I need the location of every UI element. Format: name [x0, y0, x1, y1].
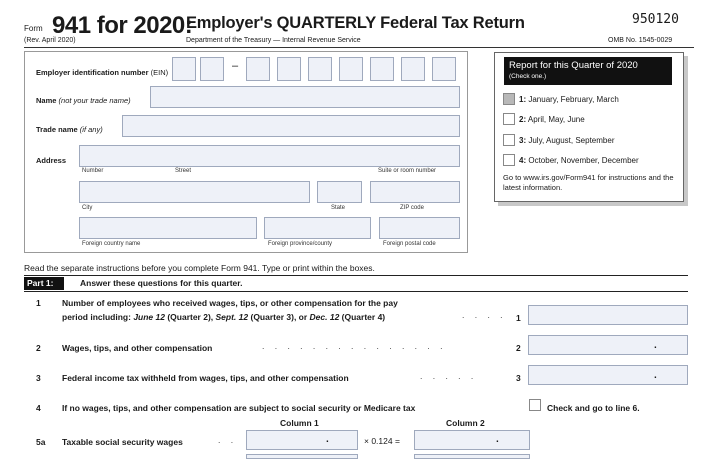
line-2-decimal: . — [654, 340, 657, 351]
quarter-title: Report for this Quarter of 2020 — [509, 60, 638, 71]
form-instructions: Read the separate instructions before you complete Form 941. Type or print within the boxes. — [24, 263, 375, 273]
line-5a-column-2-field[interactable] — [414, 430, 530, 450]
address-street-field[interactable] — [79, 145, 460, 167]
ein-digit-5[interactable] — [308, 57, 332, 81]
line-5a-column-2-decimal: . — [496, 434, 499, 445]
line-2-number: 2 — [36, 343, 41, 353]
form-code: 950120 — [632, 12, 679, 27]
line-4-checkbox[interactable] — [529, 399, 541, 411]
foreign-province-field[interactable] — [264, 217, 371, 239]
line-5a-column-1-field[interactable] — [246, 430, 358, 450]
form-title: Employer's QUARTERLY Federal Tax Return — [186, 14, 525, 32]
line-2-box-number: 2 — [516, 343, 521, 353]
suite-caption: Suite or room number — [378, 168, 437, 174]
quarter-2-checkbox[interactable] — [503, 113, 515, 125]
line-3-text: Federal income tax withheld from wages, tips, and other compensation — [62, 373, 349, 383]
line-4-number: 4 — [36, 403, 41, 413]
line-5a-dots: . . — [218, 435, 238, 445]
line-3-income-tax-field[interactable] — [528, 365, 688, 385]
ein-digit-9[interactable] — [432, 57, 456, 81]
line-3-number: 3 — [36, 373, 41, 383]
line-2-wages-field[interactable] — [528, 335, 688, 355]
line-1-number: 1 — [36, 298, 41, 308]
quarter-box-header — [504, 57, 672, 85]
part1-bottom-rule — [24, 291, 688, 292]
number-caption: Number — [82, 168, 104, 174]
line-5b-column-1-field[interactable] — [246, 454, 358, 459]
address-label: Address — [36, 156, 67, 165]
line-4-check-text: Check and go to line 6. — [547, 403, 640, 413]
foreign-country-field[interactable] — [79, 217, 257, 239]
quarter-3-label: 3: July, August, September — [519, 136, 615, 145]
trade-name-label: Trade name (if any) — [36, 125, 103, 134]
name-field[interactable] — [150, 86, 460, 108]
street-caption: Street — [175, 168, 192, 174]
ein-digit-1[interactable] — [172, 57, 196, 81]
line-1-text: Number of employees who received wages, tips, or other compensation for the pay — [62, 298, 398, 308]
quarter-1-label: 1: January, February, March — [519, 95, 619, 104]
name-label: Name (not your trade name) — [36, 96, 131, 105]
quarter-2-label: 2: April, May, June — [519, 115, 585, 124]
column-2-header: Column 2 — [446, 418, 485, 428]
part1-title: Answer these questions for this quarter. — [80, 278, 243, 288]
quarter-4-checkbox[interactable] — [503, 154, 515, 166]
ein-digit-7[interactable] — [370, 57, 394, 81]
line-2-text: Wages, tips, and other compensation — [62, 343, 213, 353]
line-1-text-continued: period including: June 12 (Quarter 2), Sept. 12 (Quarter 3), or Dec. 12 (Quarter 4) — [62, 312, 386, 322]
line-3-box-number: 3 — [516, 373, 521, 383]
ein-digit-3[interactable] — [246, 57, 270, 81]
line-5a-column-1-decimal: . — [326, 434, 329, 445]
foreign-postal-caption: Foreign postal code — [383, 241, 436, 247]
zip-field[interactable] — [370, 181, 460, 203]
quarter-1-checkbox[interactable] — [503, 93, 515, 105]
trade-name-field[interactable] — [122, 115, 460, 137]
ein-digit-4[interactable] — [277, 57, 301, 81]
state-caption: State — [331, 205, 346, 211]
line-1-employee-count-field[interactable] — [528, 305, 688, 325]
column-1-header: Column 1 — [280, 418, 319, 428]
zip-caption: ZIP code — [400, 205, 424, 211]
quarter-3-checkbox[interactable] — [503, 134, 515, 146]
line-3-dots: . . . . . — [420, 371, 478, 381]
city-field[interactable] — [79, 181, 310, 203]
city-caption: City — [82, 205, 93, 211]
form-number: 941 for 2020: — [52, 12, 193, 39]
header-divider — [24, 47, 694, 48]
foreign-province-caption: Foreign province/county — [268, 241, 333, 247]
form-revision: (Rev. April 2020) — [24, 37, 76, 44]
line-5a-text: Taxable social security wages — [62, 437, 183, 447]
line-1-dots: . . . . — [462, 310, 507, 320]
line-5a-number: 5a — [36, 437, 46, 447]
foreign-country-caption: Foreign country name — [82, 241, 141, 247]
line-1-box-number: 1 — [516, 313, 521, 323]
quarter-4-label: 4: October, November, December — [519, 156, 639, 165]
quarter-subtitle: (Check one.) — [509, 73, 547, 80]
form-label: Form — [24, 24, 43, 33]
ein-dash: – — [232, 60, 239, 72]
quarter-note: Go to www.irs.gov/Form941 for instructions and the latest information. — [503, 173, 674, 192]
ein-digit-8[interactable] — [401, 57, 425, 81]
line-5b-column-2-field[interactable] — [414, 454, 530, 459]
ein-label: Employer identification number (EIN) — [36, 68, 169, 77]
line-3-decimal: . — [654, 370, 657, 381]
state-field[interactable] — [317, 181, 362, 203]
omb-number: OMB No. 1545-0029 — [608, 37, 673, 44]
department-line: Department of the Treasury — Internal Revenue Service — [186, 37, 361, 44]
foreign-postal-field[interactable] — [379, 217, 460, 239]
part1-label: Part 1: — [24, 277, 64, 290]
part1-top-rule — [24, 275, 688, 276]
line-4-text: If no wages, tips, and other compensation are subject to social security or Medicare tax — [62, 403, 416, 413]
ein-digit-6[interactable] — [339, 57, 363, 81]
line-2-dots: . . . . . . . . . . . . . . . — [262, 341, 447, 351]
line-5a-multiplier: × 0.124 = — [364, 436, 400, 446]
ein-digit-2[interactable] — [200, 57, 224, 81]
